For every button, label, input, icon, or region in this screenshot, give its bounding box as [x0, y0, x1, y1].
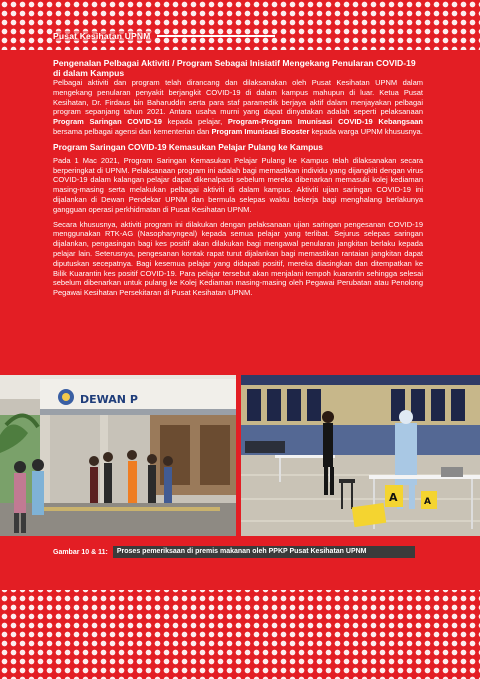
body-paragraph: Pada 1 Mac 2021, Program Saringan Kemasukan Pelajar Pulang ke Kampus telah dilaksanakan secara berperingkat di UPNM. Pelaksanaan program ini adalah bagi memastikan individu yang dijangkiti dengan virus COVID-19 dalam kalangan pelajar dapat dikenalpasti sebelum mereka dibenarkan memasuki kolej kediaman masing-masing serta melakukan pelbagai aktiviti di dalam kampus. Aktiviti ujian saringan COVID-19 ini dijalankan di Dewan Pendekar UPNM dan bermula selepas waktu bekerja bagi menghalang berlakunya gangguan operasi perkhidmatan di Pusat Kesihatan UPNM. — [53, 155, 423, 214]
article-body — [53, 58, 423, 298]
caption-text: Proses pemeriksaan di premis makanan oleh PPKP Pusat Kesihatan UPNM — [113, 546, 415, 558]
section-title: Pengenalan Pelbagai Aktiviti / Program Sebagai Inisiatif Mengekang Penularan COVID-19 di dalam Kampus — [53, 58, 416, 78]
page-header — [53, 31, 275, 41]
intro-text: kepada pelajar, — [161, 117, 228, 127]
building-sign: DEWAN P — [80, 393, 138, 406]
figure-caption — [53, 546, 415, 558]
photo-testing-hall — [241, 375, 480, 536]
intro-highlight: Program Saringan COVID-19 — [53, 117, 162, 127]
station-sign-b: A — [424, 497, 431, 507]
intro-text: bersama pelbagai agensi dan kementerian dan — [53, 126, 212, 136]
intro-highlight: Program Imunisasi Booster — [211, 126, 310, 136]
photo-testing-hall-image — [241, 375, 480, 536]
intro-text: Pelbagai aktiviti dan program telah dirancang dan dilaksanakan oleh Pusat Kesihatan UPNM dalam mengekang penularan penyakit berjangkit COVID-19 di dalam kampus mahupun di luar. Ketua Pusat Kesihatan, Dr. Firdaus bin Baharuddin serta para staf paramedik berjaya aktif dalam menjayakan pelbagai program sepanjang tahun 2021. Antara usaha murni yang dapat dinyatakan adalah seperti pelaksanaan — [53, 78, 423, 117]
header-rule — [157, 35, 275, 37]
caption-figure-label: Gambar 10 & 11: — [53, 548, 108, 556]
photo-screening-queue-image — [0, 375, 236, 536]
intro-text: kepada warga UPNM khususnya. — [309, 126, 423, 136]
intro-highlight: Program-Program Imunisasi COVID-19 Kebangsaan — [227, 117, 423, 127]
body-paragraph: Secara khususnya, aktiviti program ini dilakukan dengan pelaksanaan ujian saringan pengesanan COVID-19 menggunakan RTK-AG (Nasopharyngeal) kepada semua pelajar yang terlibat. Sejurus selepas saringan dijalankan, pengasingan bagi kes positif akan dilakukan bagi mengawal penularan jangkitan berlaku kepada pelajar lain. Seterusnya, pengesanan kontak rapat turut dijalankan bagi memastikan rantaian jangkitan dapat diputuskan secepatnya. Bagi kesemua pelajar yang didapati positif, mereka diasingkan dan ditempatkan ke Bilik Kuarantin kes positif COVID-19. Para pelajar tersebut akan menjalani tempoh kuarantin sehingga selesai sebelum dibenarkan untuk pulang ke Kolej Kediaman masing-masing oleh Pegawai Perubatan atau Penolong Pegawai Kesihatan Persekitaran di Pusat Kesihatan UPNM. — [53, 219, 423, 298]
subheading: Program Saringan COVID-19 Kemasukan Pelajar Pulang ke Kampus — [53, 141, 323, 152]
header-label: Pusat Kesihatan UPNM — [53, 31, 151, 41]
photo-screening-queue — [0, 375, 236, 536]
station-sign-a: A — [389, 491, 398, 504]
intro-paragraph — [53, 78, 423, 137]
